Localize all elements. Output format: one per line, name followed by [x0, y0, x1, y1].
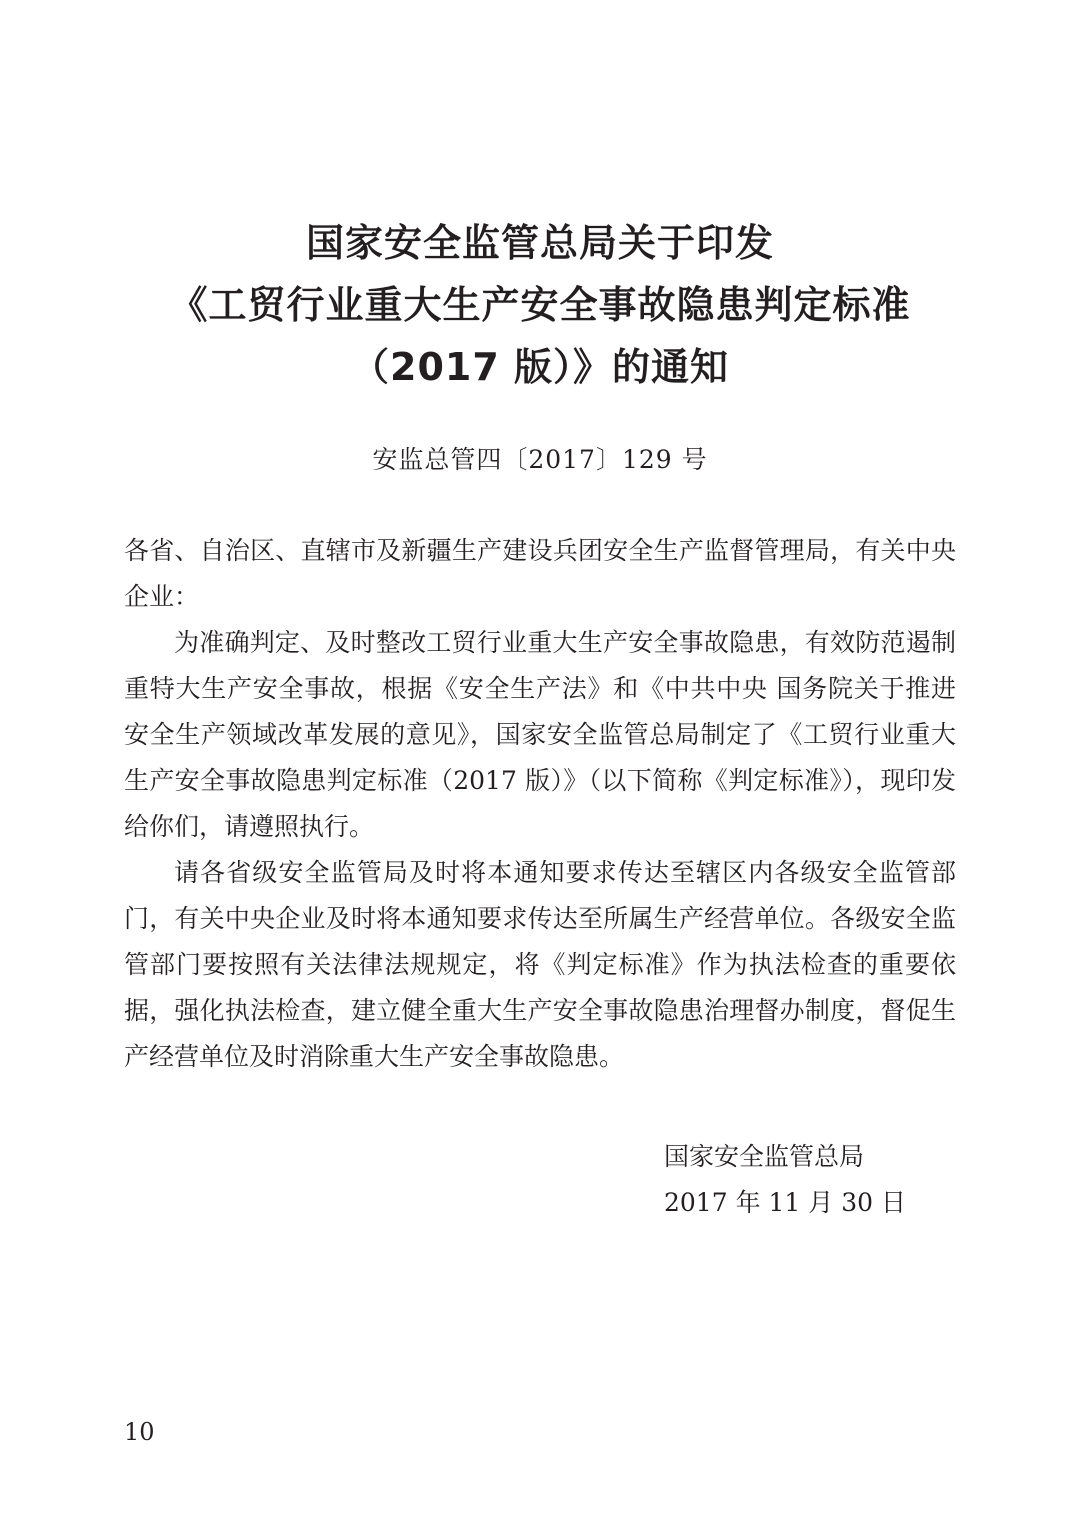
document-title	[0, 212, 1080, 398]
body-paragraph-2: 请各省级安全监管局及时将本通知要求传达至辖区内各级安全监管部门，有关中央企业及时将本通知要求传达至所属生产经营单位。各级安全监管部门要按照有关法律法规规定，将《判定标准》作为执法检查的重要依据，强化执法检查，建立健全重大生产安全事故隐患治理督办制度，督促生产经营单位及时消除重大生产安全事故隐患。	[124, 858, 956, 1071]
body-paragraph-1: 为准确判定、及时整改工贸行业重大生产安全事故隐患，有效防范遏制重特大生产安全事故，根据《安全生产法》和《中共中央 国务院关于推进安全生产领域改革发展的意见》，国家安全监管总局制定了《工贸行业重大生产安全事故隐患判定标准（2017 版）》（以下简称《判定标准》），现印发给你们，请遵照执行。	[124, 628, 956, 841]
title-line-1: 国家安全监管总局关于印发	[305, 221, 774, 265]
document-number: 安监总管四〔2017〕129 号	[372, 445, 708, 474]
title-line-2: 《工贸行业重大生产安全事故隐患判定标准	[169, 283, 911, 327]
title-line-3: （2017 版）》的通知	[351, 345, 729, 389]
signature-organization: 国家安全监管总局	[664, 1142, 865, 1171]
document-body	[124, 528, 956, 1080]
signature-block	[664, 1134, 906, 1226]
page-number: 10	[124, 1418, 155, 1446]
signature-date: 2017 年 11 月 30 日	[664, 1188, 906, 1217]
salutation: 各省、自治区、直辖市及新疆生产建设兵团安全生产监督管理局，有关中央企业：	[124, 536, 956, 611]
